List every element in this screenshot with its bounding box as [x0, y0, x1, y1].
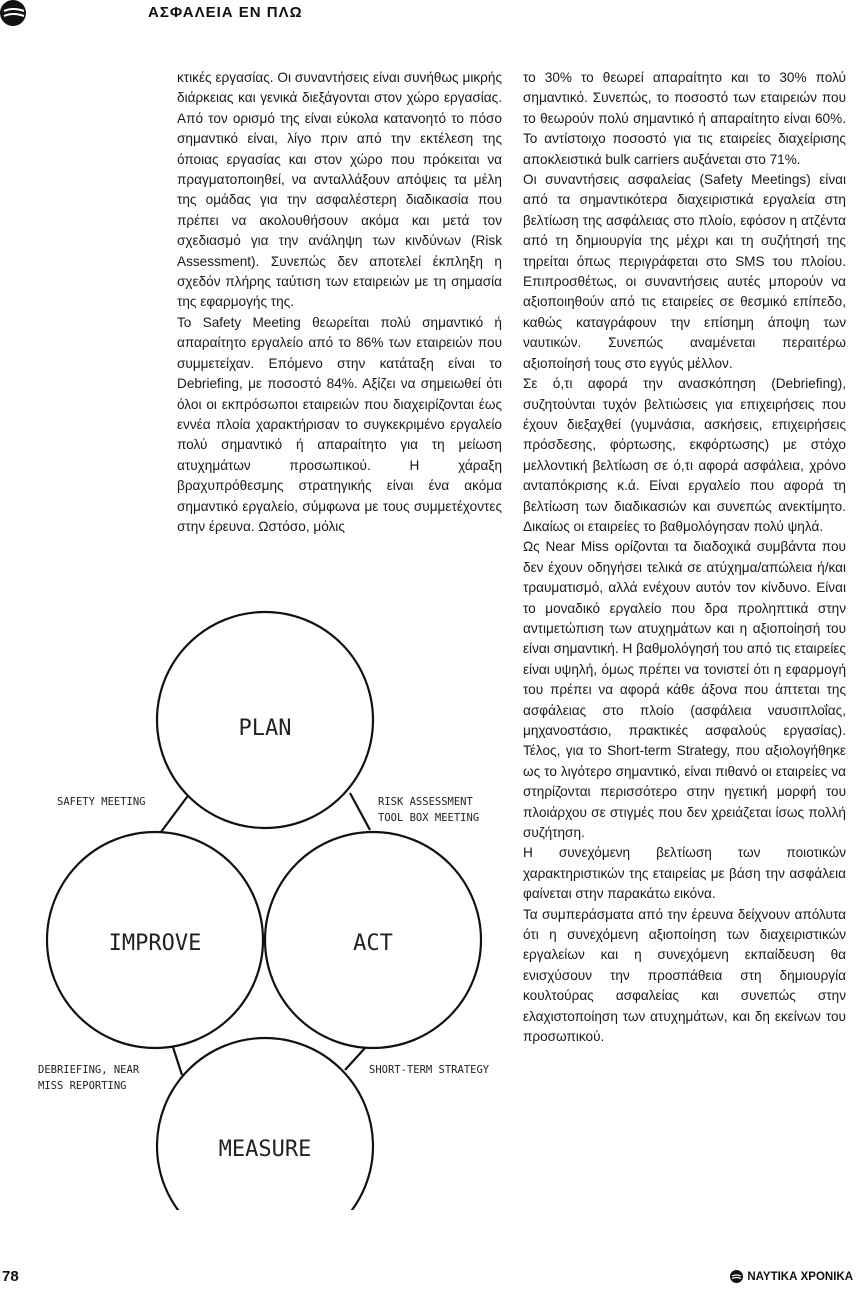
paragraph: Το Safety Meeting θεωρείται πολύ σημαντικό ή απαραίτητο εργαλείο από το 86% των εταιρειών που συμμετείχαν. Επόμενο στην κατάταξη είναι το Debriefing, με ποσοστό 84%. Αξίζει να σημειωθεί ότι όλοι οι εκπρόσωποι εταιρειών που διαχειρίζονται έως εννέα πλοία χαρακτήρισαν το συγκεκριμένο εργαλείο πολύ σημαντικό ή απαραίτητο για τη μείωση ατυχημάτων προσωπικού. Η χάραξη βραχυπρόθεσμης στρατηγικής είναι ένα ακόμα σημαντικό εργαλείο, σύμφωνα με τους συμμετέχοντες στην έρευνα. Ωστόσο, μόλις [177, 314, 502, 534]
publication-name: ΝΑΥΤΙΚΑ ΧΡΟΝΙΚΑ [747, 1270, 853, 1283]
wave-logo-icon [730, 1270, 743, 1283]
section-title: ΑΣΦΑΛΕΙΑ ΕΝ ΠΛΩ [148, 4, 303, 21]
article-column-right [523, 68, 846, 1048]
connector-line [350, 793, 370, 830]
measure-circle [157, 1038, 373, 1210]
page-number: 78 [2, 1268, 19, 1285]
paragraph: Ως Near Miss ορίζονται τα διαδοχικά συμβάντα που δεν έχουν οδηγήσει τελικά σε ατύχημα/απώλεια ή/και τραυματισμό, αλλά ενέχουν αυτόν τον κίνδυνο. Είναι το μοναδικό εργαλείο που δρα προληπτικά στην αντιμετώπιση των ατυχημάτων και η αξιοποίησή του είναι σημαντική. Η βαθμολόγησή του από τις εταιρείες είναι υψηλή, όμως πρέπει να τονιστεί ότι η εφαρμογή του πρέπει να αφορά κάθε άξονα που άπτεται της ασφάλειας στο πλοίο (ασφάλεια ναυσιπλοΐας, μηχανοστάσιο, πρακτικές ασφαλούς εργασίας). Τέλος, για το Short-term Strategy, που αξιολογήθηκε ως το λιγότερο σημαντικό, είναι πιθανό οι εταιρείες να στηρίζονται περισσότερο στην ηγετική μορφή του πλοιάρχου σε στιγμές που δεν χρειάζεται ίσως πολλή συζήτηση. [523, 539, 846, 841]
wave-logo-icon [0, 0, 32, 30]
near-miss-label: MISS REPORTING [38, 1080, 127, 1092]
pdca-cycle-diagram [30, 610, 510, 1210]
paragraph: Τα συμπεράσματα από την έρευνα δείχνουν απόλυτα ότι η συνεχόμενη αξιοποίηση των διαχειριστικών εργαλείων και η συνεχόμενη εκπαίδευση θα ενισχύσουν την προσπάθεια στη δημιουργία κουλτούρας ασφαλείας και συνεπώς στην ελαχιστοποίηση των ατυχημάτων, και δη εκείνων του προσωπικού. [523, 906, 846, 1045]
measure-label: MEASURE [218, 1137, 312, 1162]
short-term-strategy-label: SHORT-TERM STRATEGY [369, 1064, 490, 1076]
article-column-left [177, 68, 502, 537]
safety-meeting-label: SAFETY MEETING [57, 796, 146, 808]
paragraph: Σε ό,τι αφορά την ανασκόπηση (Debriefing), συζητούνται τυχόν βελτιώσεις για επιχειρήσεις που έχουν διεξαχθεί (γυμνάσια, ασκήσεις, επιχειρήσεις πρόσδεσης, φόρτωσης, εκφόρτωσης) με στόχο μελλοντική βελτίωση σε ό,τι αφορά ασφάλεια, χρόνο ανταπόκρισης κ.ά. Είναι εργαλείο που αφορά τη βελτίωση των διαδικασιών και συνεπώς ανεκτίμητο. Δικαίως οι εταιρείες το βαθμολόγησαν πολύ ψηλά. [523, 376, 846, 534]
paragraph: Η συνεχόμενη βελτίωση των ποιοτικών χαρακτηριστικών της εταιρείας με βάση την ασφάλεια φαίνεται στην παρακάτω εικόνα. [523, 845, 846, 902]
paragraph: το 30% το θεωρεί απαραίτητο και το 30% πολύ σημαντικό. Συνεπώς, το ποσοστό των εταιρειών που το θεωρούν πολύ σημαντικό ή απαραίτητο είναι 60%. Το αντίστοιχο ποσοστό για τις εταιρείες διαχείρισης αποκλειστικά bulk carriers αυξάνεται στο 71%. [523, 70, 846, 167]
publication-mark [730, 1270, 853, 1283]
risk-assessment-label: RISK ASSESSMENT [378, 796, 473, 808]
debriefing-label: DEBRIEFING, NEAR [38, 1064, 140, 1076]
tool-box-meeting-label: TOOL BOX MEETING [378, 812, 480, 824]
page-footer [0, 1268, 857, 1291]
connector-line [345, 1048, 365, 1070]
page-header [0, 0, 857, 30]
plan-label: PLAN [238, 716, 292, 741]
paragraph: κτικές εργασίας. Οι συναντήσεις είναι συνήθως μικρής διάρκειας και γενικά διεξάγονται στον χώρο εργασίας. Από τον ορισμό της είναι εύκολα κατανοητό το πόσο σημαντικό είναι, λίγο πριν από την εκτέλεση της όποιας εργασίας και στον χώρο που πρόκειται να πραγματοποιηθεί, να ανταλλάξουν απόψεις τα μέλη της ομάδας για την ασφαλέστερη διαδικασία που πρέπει να ακολουθήσουν ακόμα και μετά τον σχεδιασμό για την ανάληψη των κινδύνων (Risk Assessment). Συνεπώς δεν αποτελεί έκπληξη η σχεδόν πλήρης ταύτιση των εταιρειών με τη σημασία της εφαρμογής της. [177, 70, 502, 310]
paragraph: Οι συναντήσεις ασφαλείας (Safety Meetings) είναι από τα σημαντικότερα διαχειριστικά εργαλεία στη βελτίωση της ασφάλειας στο πλοίο, εφόσον η ατζέντα από τη δημιουργία της μέχρι και τη συζήτησή της τηρείται όπως περιγράφεται στο SMS του πλοίου. Επιπροσθέτως, οι συναντήσεις αυτές μπορούν να αξιοποιηθούν από τις εταιρείες σε θεσμικό επίπεδο, καθώς καταγράφουν την επίσημη άποψη των ναυτικών. Συνεπώς αναμένεται περαιτέρω αξιοποίησή τους στο εγγύς μέλλον. [523, 172, 846, 371]
improve-label: IMPROVE [108, 931, 202, 956]
act-label: ACT [353, 931, 393, 956]
